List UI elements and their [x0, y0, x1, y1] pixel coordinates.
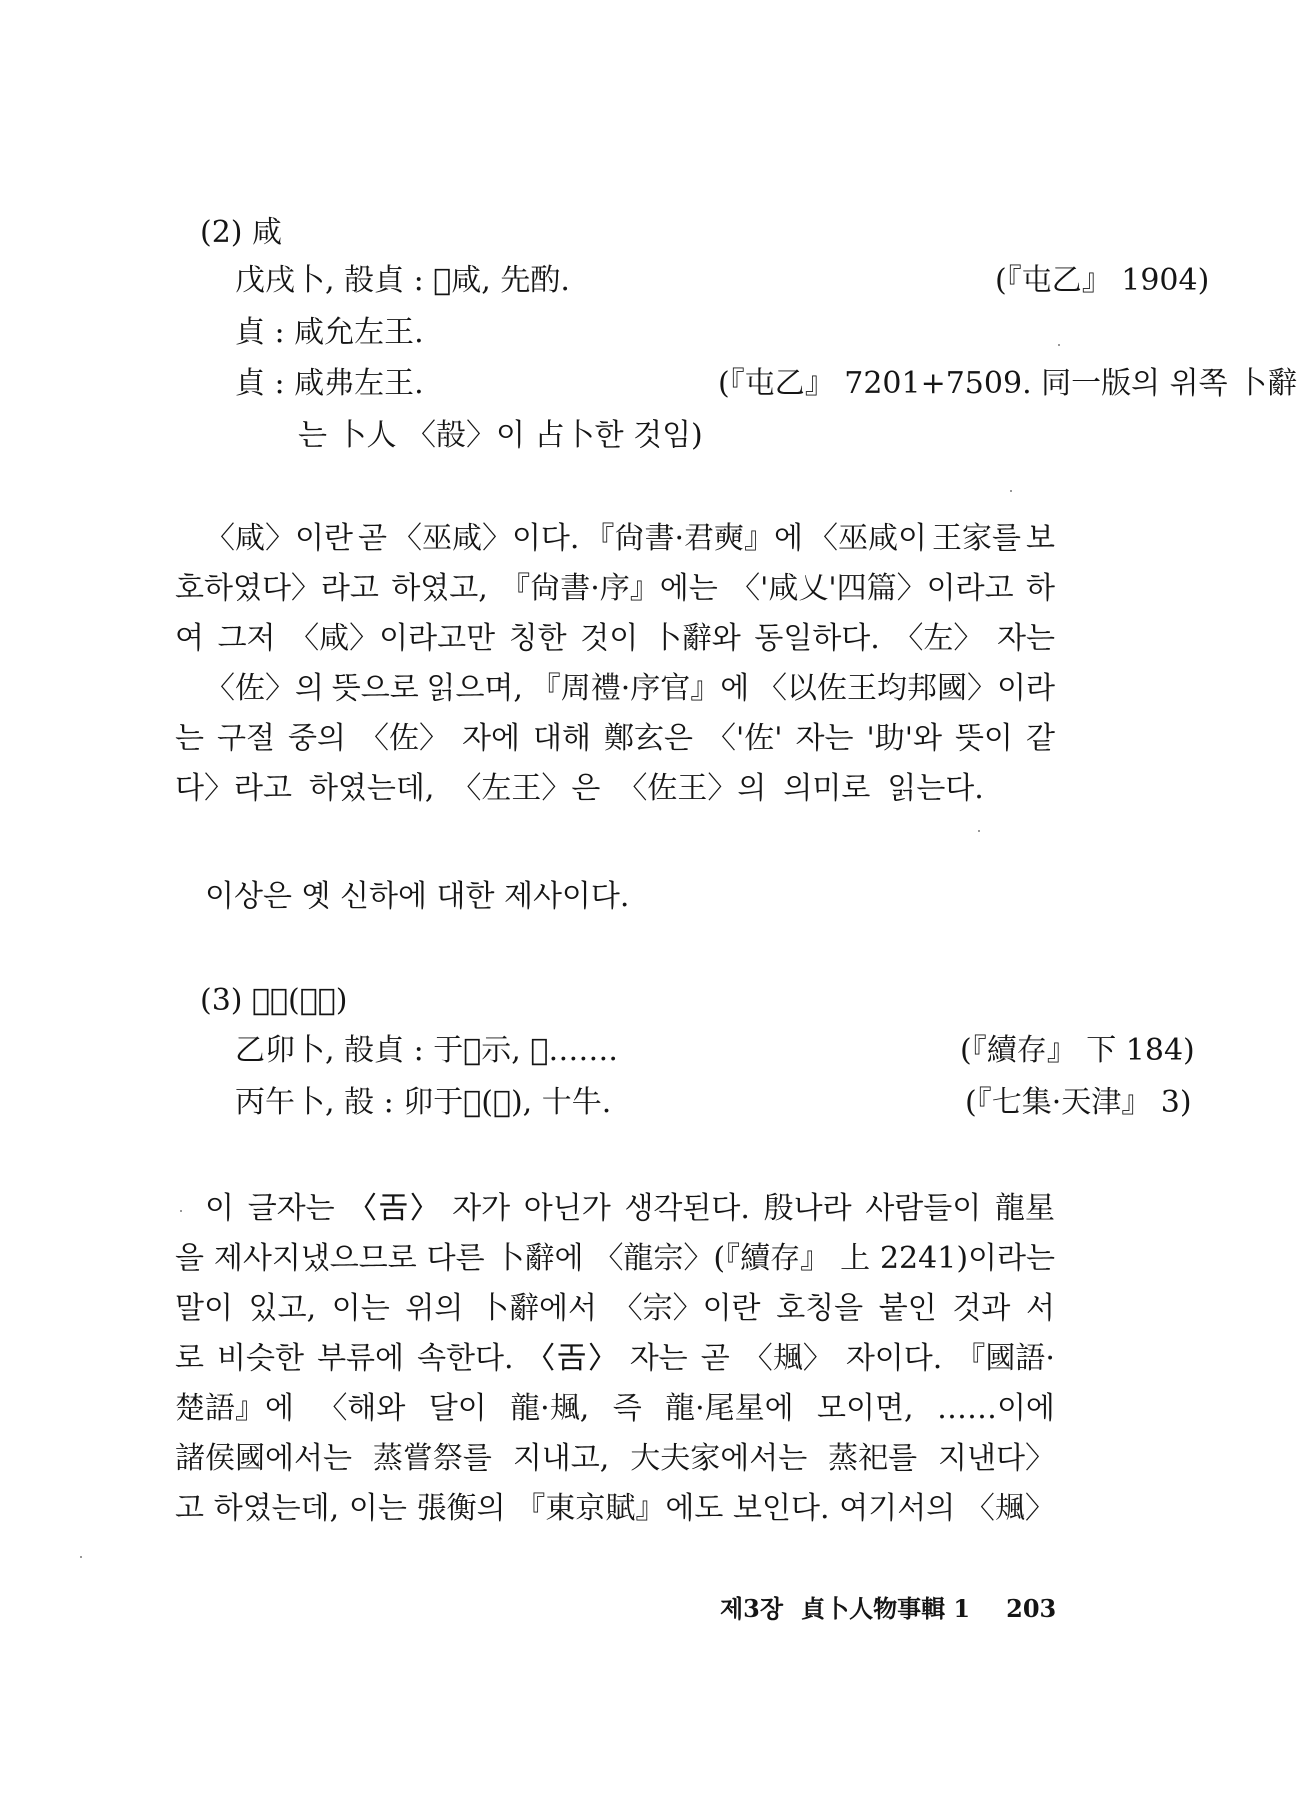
word: 龍星: [994, 1191, 1055, 1226]
word: 같: [1025, 721, 1055, 756]
word: 〈'佐': [705, 721, 783, 756]
word: 뜻으로: [331, 671, 419, 706]
paragraph-line: [175, 1490, 1055, 1528]
section-heading: (3) 𤕫示(𩖬宗): [200, 983, 348, 1018]
paragraph-line: [175, 1440, 1055, 1478]
word: 하였는데,: [308, 771, 435, 806]
quote-text: 乙卯卜, 㱿貞 : 于𤕫示, 𢆶…….: [235, 1033, 618, 1068]
word: 『尙書·君奭』에: [584, 521, 803, 556]
word: 〈'咸乂'四篇〉이라고: [730, 571, 1014, 606]
word: 대해: [532, 721, 591, 756]
word: 호칭을: [776, 1291, 864, 1326]
scan-speck: [978, 830, 980, 832]
word: 〈左〉: [893, 621, 984, 656]
page-number: 203: [1006, 1594, 1057, 1623]
word: 蒸祀를: [828, 1441, 918, 1476]
word: 卜辭에서: [478, 1291, 597, 1326]
word: 뜻이: [954, 721, 1013, 756]
word: 자는: [997, 621, 1055, 656]
paragraph-line: [175, 1390, 1055, 1428]
quote-text: 는 卜人 〈㱿〉이 占卜한 것임): [298, 418, 703, 453]
word: 의미로: [783, 771, 871, 806]
word: 〈𩖬〉: [742, 1341, 833, 1376]
word: 『周禮·序官』에: [530, 671, 750, 706]
quote-line: [235, 1084, 1192, 1122]
word: 로: [175, 1341, 204, 1376]
word: 〈佐王〉의: [617, 771, 767, 806]
word: 이는: [331, 1291, 390, 1326]
word: 있고,: [248, 1291, 317, 1326]
scan-speck: [80, 1556, 82, 1558]
word: 생각된다.: [624, 1191, 750, 1226]
scan-speck: [1058, 344, 1060, 346]
word: 다른: [426, 1241, 485, 1276]
word: 卜辭와: [651, 621, 741, 656]
word: 〈𢀛〉: [348, 1191, 439, 1226]
word: 張衡의: [416, 1491, 506, 1526]
word: 지낸다〉: [938, 1441, 1055, 1476]
word: 보인다.: [733, 1491, 830, 1526]
word: 諸侯國에서는: [175, 1441, 352, 1476]
quote-text: 戊戌卜, 㱿貞 : 𠃬咸, 先酌.: [235, 263, 570, 298]
word: 달이: [428, 1391, 487, 1426]
word: 〈巫咸〉이다.: [391, 521, 580, 556]
word: 곧: [357, 521, 387, 556]
word: 고: [175, 1491, 204, 1526]
paragraph-line: [175, 1290, 1055, 1328]
word: 『東京賦』에도: [515, 1491, 724, 1526]
word: 이는: [348, 1491, 407, 1526]
word: 글자는: [247, 1191, 335, 1226]
word: 〈巫咸이: [807, 521, 927, 556]
section-heading: (2) 咸: [200, 215, 283, 250]
paragraph-line: [205, 670, 1055, 708]
word: 蒸嘗祭를: [372, 1441, 492, 1476]
quote-line: [235, 365, 1297, 403]
word: 〈해와: [317, 1391, 406, 1426]
word: 『國語·: [955, 1341, 1055, 1376]
word: 하였는데,: [213, 1491, 340, 1526]
word: 〈佐〉: [358, 721, 449, 756]
word: 자가: [452, 1191, 511, 1226]
word: 보: [1025, 521, 1055, 556]
word: 楚語』에: [175, 1391, 294, 1426]
word: 는: [175, 721, 204, 756]
paragraph-line: [175, 770, 1055, 808]
word: 殷나라: [763, 1191, 852, 1226]
word: 말이: [175, 1291, 233, 1326]
word: 부류에: [317, 1341, 405, 1376]
scan-speck: [180, 1210, 182, 1212]
paragraph-line: [205, 1190, 1055, 1228]
quote-line: [235, 314, 424, 352]
word: 칭한: [508, 621, 567, 656]
word: 아닌가: [523, 1191, 611, 1226]
word: 鄭玄은: [603, 721, 693, 756]
word: 읽으며,: [426, 671, 523, 706]
word: 하: [1026, 571, 1055, 606]
word: 〈佐〉의: [205, 671, 324, 706]
word: 그저: [217, 621, 276, 656]
word: 즉: [612, 1391, 642, 1426]
word: '助'와: [866, 721, 942, 756]
word: 上: [840, 1241, 871, 1276]
word: 자는: [795, 721, 854, 756]
quote-line: [235, 262, 1210, 300]
word: 읽는다.: [887, 771, 984, 806]
paragraph-line: [175, 1240, 1055, 1278]
paragraph-line: [175, 620, 1055, 658]
word: 이: [205, 1191, 234, 1226]
quote-text: 貞 : 咸弗左王.: [235, 366, 424, 401]
word: 여기서의: [839, 1491, 956, 1526]
quote-line: [298, 417, 703, 455]
quote-citation: (『七集·天津』 3): [965, 1085, 1192, 1120]
word: 것이: [580, 621, 639, 656]
chapter-label: 제3장: [720, 1594, 784, 1623]
word: 〈龍宗〉(『續存』: [593, 1241, 831, 1276]
word: 동일하다.: [754, 621, 880, 656]
word: 호하였다〉라고: [175, 571, 379, 606]
summary-text: 이상은 옛 신하에 대한 제사이다.: [205, 879, 630, 914]
word: 위의: [405, 1291, 464, 1326]
quote-line: [235, 1032, 1195, 1070]
word: 자는: [629, 1341, 688, 1376]
paragraph-line: [175, 1340, 1055, 1378]
word: 여: [175, 621, 204, 656]
word: 『尙書·序』에는: [500, 571, 718, 606]
paragraph-line: [205, 520, 1055, 558]
word: 을: [175, 1241, 204, 1276]
word: 卜辭에: [494, 1241, 584, 1276]
word: 지내고,: [512, 1441, 610, 1476]
word: 모이면,: [817, 1391, 914, 1426]
quote-citation: (『屯乙』 7201+7509. 同一版의 위쪽 卜辭: [718, 366, 1297, 401]
word: 중의: [287, 721, 346, 756]
word: 곧: [700, 1341, 730, 1376]
word: 〈𢀛〉: [526, 1341, 617, 1376]
word: 〈宗〉이란: [612, 1291, 761, 1326]
paragraph-line: [175, 720, 1055, 758]
word: 〈以佐王均邦國〉이라: [757, 671, 1055, 706]
word: 大夫家에서는: [630, 1441, 808, 1476]
word: 구절: [217, 721, 275, 756]
word: 〈𩖬〉: [964, 1491, 1055, 1526]
word: 하였고,: [391, 571, 488, 606]
word: 〈咸〉이라고만: [289, 621, 496, 656]
quote-citation: (『屯乙』 1904): [995, 263, 1210, 298]
word: 2241)이라는: [879, 1241, 1055, 1276]
word: 자이다.: [845, 1341, 943, 1376]
word: 사람들이: [865, 1191, 982, 1226]
page-footer: [720, 1594, 1056, 1624]
word: 龍·𩖬,: [510, 1391, 590, 1426]
quote-text: 丙午卜, 㱿 : 卯于𤕫(𩖬), 十牛.: [235, 1085, 612, 1120]
word: ……이에: [936, 1391, 1055, 1426]
word: 속한다.: [417, 1341, 514, 1376]
word: 제사지냈으므로: [213, 1241, 417, 1276]
word: 〈左王〉은: [451, 771, 601, 806]
word: 다〉라고: [175, 771, 292, 806]
word: 서: [1026, 1291, 1055, 1326]
book-title: 貞卜人物事輯 1: [801, 1594, 971, 1623]
paragraph-line: [175, 570, 1055, 608]
word: 王家를: [931, 521, 1021, 556]
scan-speck: [1010, 490, 1012, 492]
word: 것과: [952, 1291, 1011, 1326]
word: 비슷한: [217, 1341, 304, 1376]
word: 붙인: [878, 1291, 937, 1326]
word: 龍·尾星에: [665, 1391, 794, 1426]
word: 〈咸〉이란: [205, 521, 353, 556]
word: 자에: [461, 721, 520, 756]
quote-citation: (『續存』 下 184): [960, 1033, 1195, 1068]
quote-text: 貞 : 咸允左王.: [235, 315, 424, 350]
